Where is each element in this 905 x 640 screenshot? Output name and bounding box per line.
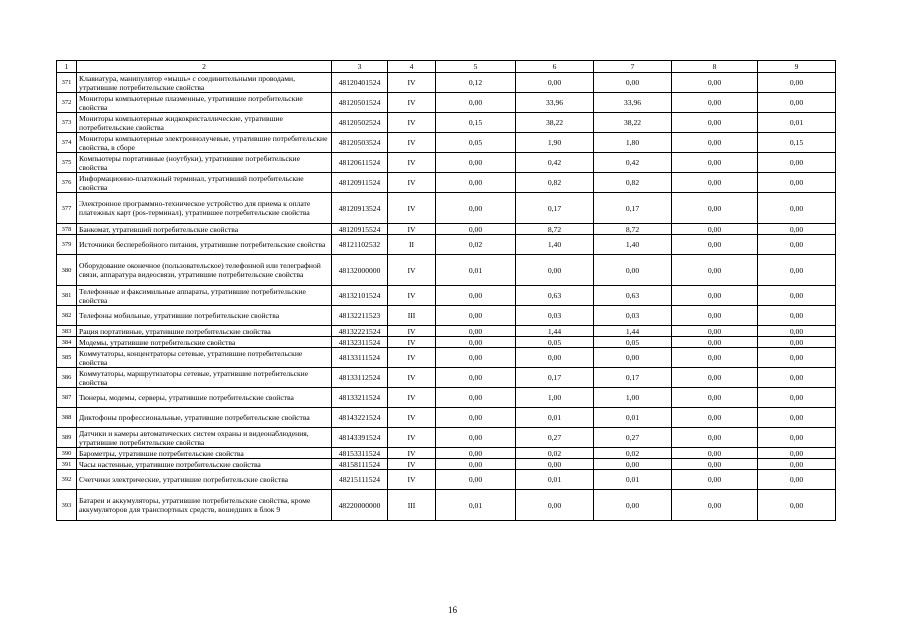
cell-c5: 0,00 [436, 470, 516, 490]
cell-name: Модемы, утратившие потребительские свойства [77, 337, 332, 348]
cell-n: 390 [57, 448, 77, 459]
cell-c6: 38,22 [516, 113, 594, 133]
cell-c5: 0,00 [436, 459, 516, 470]
cell-c7: 0,01 [594, 470, 672, 490]
cell-c6: 0,17 [516, 193, 594, 224]
cell-c7: 0,17 [594, 368, 672, 388]
cell-c5: 0,05 [436, 133, 516, 153]
cell-c8: 0,00 [672, 408, 758, 428]
header-cell: 4 [388, 61, 436, 73]
cell-c6: 0,00 [516, 255, 594, 286]
cell-c6: 8,72 [516, 224, 594, 235]
table-row [57, 408, 836, 428]
cell-cls: IV [388, 73, 436, 93]
table-row [57, 337, 836, 348]
cell-n: 392 [57, 470, 77, 490]
table-row [57, 388, 836, 408]
table-row [57, 113, 836, 133]
cell-c6: 0,27 [516, 428, 594, 448]
cell-name: Батареи и аккумуляторы, утратившие потребительские свойства, кроме аккумуляторов для транспортных средств, вошедших в блок 9 [77, 490, 332, 521]
cell-c5: 0,01 [436, 490, 516, 521]
cell-c9: 0,00 [758, 235, 836, 255]
cell-c8: 0,00 [672, 113, 758, 133]
cell-c8: 0,00 [672, 490, 758, 521]
cell-code: 48132000000 [332, 255, 388, 286]
cell-code: 48120501524 [332, 93, 388, 113]
cell-n: 373 [57, 113, 77, 133]
waste-table [56, 60, 836, 521]
cell-c9: 0,00 [758, 490, 836, 521]
cell-n: 375 [57, 153, 77, 173]
cell-code: 48132101524 [332, 286, 388, 306]
cell-c6: 0,01 [516, 470, 594, 490]
cell-c9: 0,00 [758, 173, 836, 193]
cell-c5: 0,00 [436, 368, 516, 388]
cell-code: 48158111524 [332, 459, 388, 470]
cell-c6: 0,00 [516, 73, 594, 93]
cell-n: 371 [57, 73, 77, 93]
cell-c7: 0,00 [594, 348, 672, 368]
table-row [57, 224, 836, 235]
cell-n: 386 [57, 368, 77, 388]
cell-name: Барометры, утратившие потребительские свойства [77, 448, 332, 459]
table-row [57, 428, 836, 448]
cell-cls: IV [388, 337, 436, 348]
cell-c7: 0,27 [594, 428, 672, 448]
cell-n: 389 [57, 428, 77, 448]
table-row [57, 448, 836, 459]
cell-cls: IV [388, 428, 436, 448]
cell-c8: 0,00 [672, 337, 758, 348]
cell-c7: 0,00 [594, 73, 672, 93]
cell-name: Электронное программно-техническое устройство для приема к оплате платежных карт (pos-терминал), утратившее потребительские свойства [77, 193, 332, 224]
cell-c7: 0,42 [594, 153, 672, 173]
cell-name: Датчики и камеры автоматических систем охраны и видеонаблюдения, утратившие потребительские свойства [77, 428, 332, 448]
cell-c6: 0,00 [516, 459, 594, 470]
cell-c8: 0,00 [672, 153, 758, 173]
table-body [57, 73, 836, 521]
cell-n: 381 [57, 286, 77, 306]
cell-c8: 0,00 [672, 448, 758, 459]
cell-cls: IV [388, 173, 436, 193]
cell-c9: 0,00 [758, 73, 836, 93]
cell-c5: 0,00 [436, 448, 516, 459]
cell-c5: 0,00 [436, 306, 516, 326]
cell-n: 376 [57, 173, 77, 193]
cell-c9: 0,00 [758, 368, 836, 388]
cell-c8: 0,00 [672, 306, 758, 326]
cell-c6: 1,90 [516, 133, 594, 153]
cell-c7: 8,72 [594, 224, 672, 235]
cell-c6: 0,00 [516, 490, 594, 521]
cell-name: Банкомат, утративший потребительские свойства [77, 224, 332, 235]
cell-n: 379 [57, 235, 77, 255]
cell-code: 48132211523 [332, 306, 388, 326]
cell-c5: 0,00 [436, 286, 516, 306]
cell-n: 383 [57, 326, 77, 337]
cell-c9: 0,00 [758, 286, 836, 306]
table-row [57, 306, 836, 326]
cell-cls: IV [388, 224, 436, 235]
cell-cls: IV [388, 153, 436, 173]
cell-code: 48120401524 [332, 73, 388, 93]
table-row [57, 326, 836, 337]
cell-c5: 0,00 [436, 337, 516, 348]
cell-cls: III [388, 306, 436, 326]
cell-name: Мониторы компьютерные плазменные, утратившие потребительские свойства [77, 93, 332, 113]
cell-c8: 0,00 [672, 459, 758, 470]
cell-c6: 0,03 [516, 306, 594, 326]
cell-c5: 0,00 [436, 193, 516, 224]
cell-c5: 0,12 [436, 73, 516, 93]
table-row [57, 470, 836, 490]
cell-cls: IV [388, 408, 436, 428]
cell-c9: 0,00 [758, 255, 836, 286]
cell-n: 374 [57, 133, 77, 153]
cell-name: Компьютеры портативные (ноутбуки), утратившие потребительские свойства [77, 153, 332, 173]
cell-name: Мониторы компьютерные электроннолучевые, утратившие потребительские свойства, в сборе [77, 133, 332, 153]
cell-n: 387 [57, 388, 77, 408]
header-cell: 1 [57, 61, 77, 73]
table-row [57, 459, 836, 470]
table-row [57, 153, 836, 173]
cell-c5: 0,01 [436, 255, 516, 286]
cell-cls: IV [388, 470, 436, 490]
cell-cls: IV [388, 348, 436, 368]
cell-c9: 0,00 [758, 348, 836, 368]
cell-name: Телефонные и факсимильные аппараты, утратившие потребительские свойства [77, 286, 332, 306]
cell-cls: IV [388, 459, 436, 470]
cell-c8: 0,00 [672, 235, 758, 255]
cell-c7: 0,01 [594, 408, 672, 428]
cell-code: 48120913524 [332, 193, 388, 224]
table-row [57, 348, 836, 368]
cell-c6: 0,17 [516, 368, 594, 388]
cell-c9: 0,00 [758, 93, 836, 113]
cell-c7: 0,82 [594, 173, 672, 193]
cell-c8: 0,00 [672, 193, 758, 224]
cell-code: 48120915524 [332, 224, 388, 235]
cell-code: 48133211524 [332, 388, 388, 408]
cell-c5: 0,00 [436, 348, 516, 368]
cell-c5: 0,00 [436, 388, 516, 408]
table-row [57, 93, 836, 113]
header-cell: 7 [594, 61, 672, 73]
cell-c6: 1,44 [516, 326, 594, 337]
cell-n: 393 [57, 490, 77, 521]
cell-name: Коммутаторы, концентраторы сетевые, утратившие потребительские свойства [77, 348, 332, 368]
cell-c5: 0,00 [436, 224, 516, 235]
cell-c6: 0,01 [516, 408, 594, 428]
table-row [57, 133, 836, 153]
cell-c7: 1,00 [594, 388, 672, 408]
cell-c7: 1,44 [594, 326, 672, 337]
cell-cls: IV [388, 368, 436, 388]
cell-code: 48215111524 [332, 470, 388, 490]
cell-c7: 1,40 [594, 235, 672, 255]
cell-name: Рация портативные, утратившие потребительские свойства [77, 326, 332, 337]
cell-name: Телефоны мобильные, утратившие потребительские свойства [77, 306, 332, 326]
cell-c9: 0,00 [758, 428, 836, 448]
cell-c9: 0,15 [758, 133, 836, 153]
cell-c8: 0,00 [672, 73, 758, 93]
cell-c7: 0,05 [594, 337, 672, 348]
cell-c8: 0,00 [672, 326, 758, 337]
table-row [57, 255, 836, 286]
cell-cls: IV [388, 388, 436, 408]
cell-c5: 0,00 [436, 93, 516, 113]
cell-cls: IV [388, 255, 436, 286]
header-cell: 8 [672, 61, 758, 73]
cell-name: Мониторы компьютерные жидкокристаллические, утратившие потребительские свойства [77, 113, 332, 133]
cell-cls: IV [388, 93, 436, 113]
cell-code: 48121102532 [332, 235, 388, 255]
cell-code: 48133112524 [332, 368, 388, 388]
cell-c7: 38,22 [594, 113, 672, 133]
cell-c6: 0,05 [516, 337, 594, 348]
cell-c6: 1,00 [516, 388, 594, 408]
header-cell: 9 [758, 61, 836, 73]
cell-code: 48120911524 [332, 173, 388, 193]
cell-c5: 0,00 [436, 173, 516, 193]
cell-code: 48120502524 [332, 113, 388, 133]
cell-c8: 0,00 [672, 286, 758, 306]
table-row [57, 286, 836, 306]
cell-c9: 0,00 [758, 470, 836, 490]
cell-name: Клавиатура, манипулятор «мышь» с соединительными проводами, утратившие потребительские свойства [77, 73, 332, 93]
cell-c9: 0,00 [758, 153, 836, 173]
table-header-row [57, 61, 836, 73]
cell-c9: 0,00 [758, 388, 836, 408]
cell-cls: IV [388, 133, 436, 153]
cell-c9: 0,00 [758, 408, 836, 428]
cell-name: Тюнеры, модемы, серверы, утратившие потребительские свойства [77, 388, 332, 408]
cell-code: 48132221524 [332, 326, 388, 337]
cell-name: Часы настенные, утратившие потребительские свойства [77, 459, 332, 470]
cell-name: Коммутаторы, маршрутизаторы сетевые, утратившие потребительские свойства [77, 368, 332, 388]
cell-c8: 0,00 [672, 368, 758, 388]
cell-c7: 0,02 [594, 448, 672, 459]
cell-n: 378 [57, 224, 77, 235]
cell-code: 48120503524 [332, 133, 388, 153]
cell-c8: 0,00 [672, 224, 758, 235]
cell-c6: 0,00 [516, 348, 594, 368]
cell-c6: 0,82 [516, 173, 594, 193]
cell-cls: IV [388, 286, 436, 306]
cell-c9: 0,00 [758, 306, 836, 326]
header-cell: 5 [436, 61, 516, 73]
cell-c9: 0,00 [758, 448, 836, 459]
cell-c9: 0,00 [758, 459, 836, 470]
cell-c5: 0,00 [436, 428, 516, 448]
cell-c6: 0,63 [516, 286, 594, 306]
cell-c6: 0,02 [516, 448, 594, 459]
cell-c9: 0,00 [758, 337, 836, 348]
cell-n: 380 [57, 255, 77, 286]
cell-n: 385 [57, 348, 77, 368]
table-row [57, 368, 836, 388]
cell-c6: 33,96 [516, 93, 594, 113]
cell-n: 388 [57, 408, 77, 428]
cell-n: 382 [57, 306, 77, 326]
cell-c5: 0,02 [436, 235, 516, 255]
table-row [57, 490, 836, 521]
cell-name: Информационно-платежный терминал, утративший потребительские свойства [77, 173, 332, 193]
cell-n: 391 [57, 459, 77, 470]
cell-c8: 0,00 [672, 133, 758, 153]
cell-code: 48153311524 [332, 448, 388, 459]
cell-c8: 0,00 [672, 348, 758, 368]
table-row [57, 73, 836, 93]
cell-code: 48143221524 [332, 408, 388, 428]
cell-name: Счетчики электрические, утратившие потребительские свойства [77, 470, 332, 490]
table-row [57, 173, 836, 193]
cell-cls: IV [388, 193, 436, 224]
cell-c5: 0,00 [436, 408, 516, 428]
cell-code: 48133111524 [332, 348, 388, 368]
cell-c7: 0,00 [594, 255, 672, 286]
cell-c5: 0,00 [436, 153, 516, 173]
cell-c7: 0,00 [594, 459, 672, 470]
cell-c9: 0,00 [758, 193, 836, 224]
cell-n: 372 [57, 93, 77, 113]
cell-c8: 0,00 [672, 173, 758, 193]
cell-c5: 0,00 [436, 326, 516, 337]
cell-c8: 0,00 [672, 470, 758, 490]
cell-c7: 0,63 [594, 286, 672, 306]
header-cell: 2 [77, 61, 332, 73]
table-row [57, 193, 836, 224]
cell-n: 384 [57, 337, 77, 348]
cell-n: 377 [57, 193, 77, 224]
cell-cls: IV [388, 326, 436, 337]
cell-code: 48120611524 [332, 153, 388, 173]
cell-c6: 0,42 [516, 153, 594, 173]
cell-c9: 0,01 [758, 113, 836, 133]
cell-name: Оборудование оконечное (пользовательское) телефонной или телеграфной связи, аппаратура видеосвязи, утратившие потребительские свойства [77, 255, 332, 286]
cell-c8: 0,00 [672, 93, 758, 113]
cell-c7: 1,80 [594, 133, 672, 153]
cell-cls: II [388, 235, 436, 255]
cell-c7: 0,00 [594, 490, 672, 521]
header-cell: 3 [332, 61, 388, 73]
header-cell: 6 [516, 61, 594, 73]
cell-c6: 1,40 [516, 235, 594, 255]
cell-cls: IV [388, 113, 436, 133]
cell-c7: 0,17 [594, 193, 672, 224]
cell-code: 48132311524 [332, 337, 388, 348]
cell-c8: 0,00 [672, 255, 758, 286]
cell-cls: IV [388, 448, 436, 459]
cell-c7: 0,03 [594, 306, 672, 326]
cell-name: Диктофоны профессиональные, утратившие потребительские свойства [77, 408, 332, 428]
cell-code: 48220000000 [332, 490, 388, 521]
cell-c9: 0,00 [758, 326, 836, 337]
table-row [57, 235, 836, 255]
page-number: 16 [448, 605, 457, 615]
cell-name: Источники бесперебойного питания, утратившие потребительские свойства [77, 235, 332, 255]
cell-c9: 0,00 [758, 224, 836, 235]
cell-c7: 33,96 [594, 93, 672, 113]
cell-c8: 0,00 [672, 388, 758, 408]
cell-code: 48143391524 [332, 428, 388, 448]
cell-cls: III [388, 490, 436, 521]
cell-c5: 0,15 [436, 113, 516, 133]
cell-c8: 0,00 [672, 428, 758, 448]
